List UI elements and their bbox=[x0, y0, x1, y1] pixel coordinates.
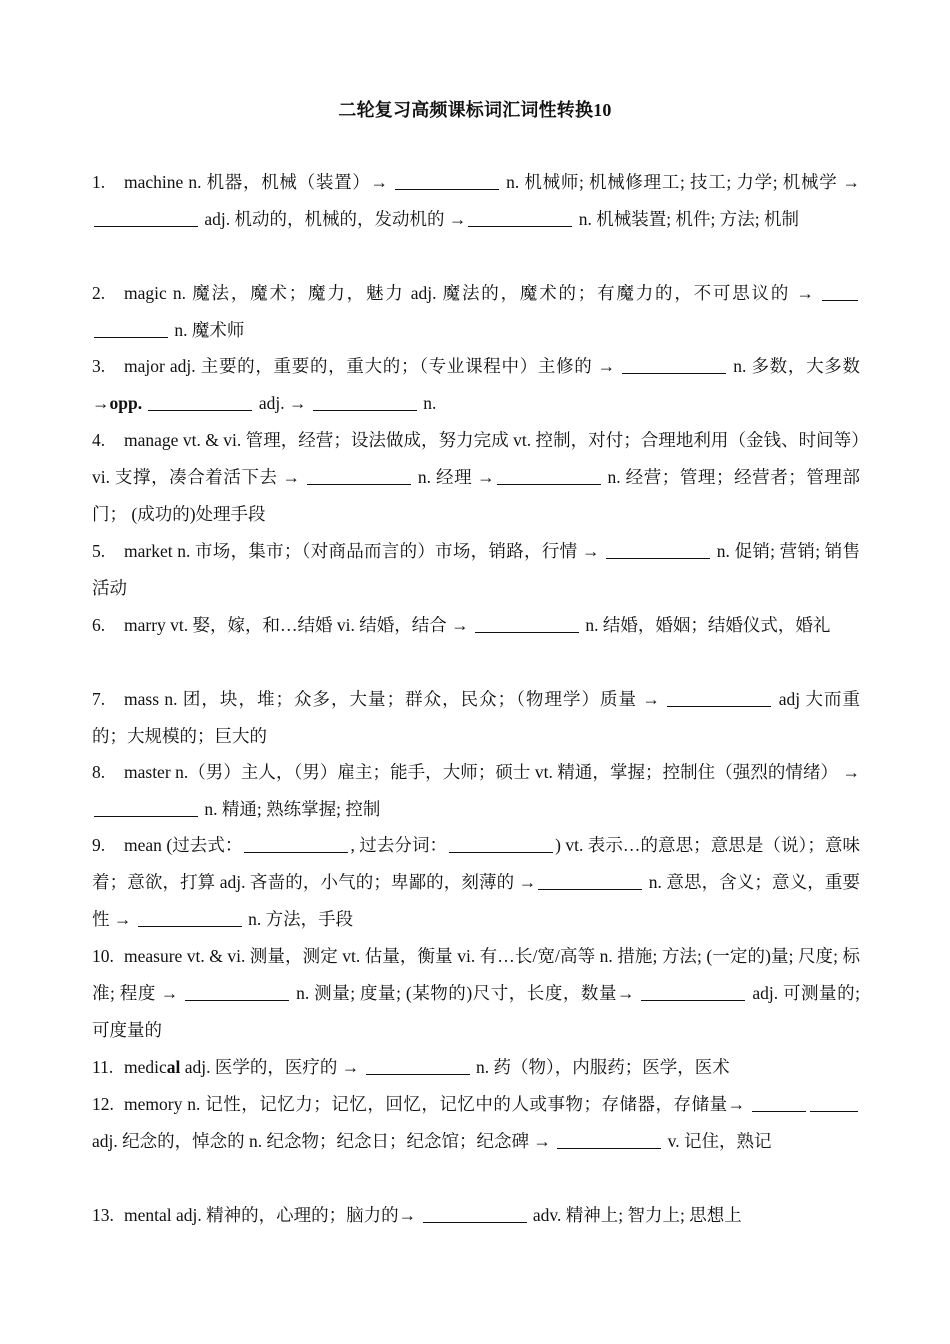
item-text: adj 大而重的；大规模的；巨大的 bbox=[92, 689, 861, 746]
item-text: ) vt. 表示…的意思；意思是（说）；意味着；意欲，打算 adj. 吝啬的，小气的；卑鄙的，刻薄的 → bbox=[92, 835, 860, 892]
item-number: 8. bbox=[92, 762, 106, 782]
answer-blank[interactable] bbox=[148, 392, 252, 411]
item-text: master n.（男）主人，（男）雇主；能手，大师；硕士 vt. 精通，掌握；控制住（强烈的情绪） → bbox=[124, 762, 860, 782]
vocab-item-7 bbox=[92, 681, 860, 755]
item-text: , 过去分词： bbox=[350, 835, 448, 855]
answer-blank[interactable] bbox=[138, 908, 242, 927]
item-number: 9. bbox=[92, 835, 106, 855]
vocab-item-3 bbox=[92, 348, 860, 422]
answer-blank[interactable] bbox=[497, 466, 601, 485]
item-text: machine n. 机器，机械（装置）→ bbox=[124, 172, 394, 192]
answer-blank[interactable] bbox=[449, 834, 553, 853]
vocab-item-4 bbox=[92, 422, 860, 533]
vocab-item-8 bbox=[92, 754, 860, 828]
answer-blank-continued[interactable] bbox=[810, 1093, 858, 1112]
item-number: 10. bbox=[92, 946, 114, 966]
item-text: mean (过去式： bbox=[124, 835, 243, 855]
answer-blank[interactable] bbox=[622, 355, 726, 374]
answer-blank[interactable] bbox=[606, 540, 710, 559]
answer-blank[interactable] bbox=[752, 1093, 806, 1112]
vocab-item-13 bbox=[92, 1197, 860, 1234]
item-number: 5. bbox=[92, 541, 106, 561]
item-number: 13. bbox=[92, 1205, 114, 1225]
vocab-item-5 bbox=[92, 533, 860, 607]
answer-blank[interactable] bbox=[94, 208, 198, 227]
answer-blank[interactable] bbox=[307, 466, 411, 485]
vocab-item-10 bbox=[92, 938, 860, 1049]
item-text: n. 测量; 度量; (某物的)尺寸，长度，数量→ bbox=[291, 983, 640, 1003]
item-text: n. 经营；管理；经营者；管理部门； (成功的)处理手段 bbox=[92, 467, 860, 524]
vocab-item-12 bbox=[92, 1086, 860, 1160]
item-text: n. 促销; 营销; 销售活动 bbox=[92, 541, 860, 598]
page-title: 二轮复习高频课标词汇词性转换10 bbox=[338, 100, 612, 120]
answer-blank[interactable] bbox=[468, 208, 572, 227]
item-number: 7. bbox=[92, 689, 106, 709]
answer-blank[interactable] bbox=[185, 982, 289, 1001]
item-text: marry vt. 娶，嫁，和…结婚 vi. 结婚，结合 → bbox=[124, 615, 474, 635]
item-text: adj. 医学的，医疗的 → bbox=[180, 1057, 364, 1077]
vocab-item-2 bbox=[92, 275, 860, 349]
answer-blank[interactable] bbox=[366, 1056, 470, 1075]
item-text: n. 机械装置; 机件; 方法; 机制 bbox=[574, 209, 799, 229]
item-text: adj. 可测量的; 可度量的 bbox=[92, 983, 860, 1040]
item-text: measure vt. & vi. 测量，测定 vt. 估量，衡量 vi. 有…长/宽/高等 n. 措施; 方法; (一定的)量; 尺度; 标准; 程度 → bbox=[92, 946, 860, 1003]
item-text: adj. 机动的，机械的，发动机的 → bbox=[200, 209, 467, 229]
item-text: mental adj. 精神的，心理的；脑力的→ bbox=[124, 1205, 421, 1225]
item-text: n. bbox=[418, 393, 437, 413]
answer-blank[interactable] bbox=[423, 1204, 527, 1223]
answer-blank[interactable] bbox=[395, 171, 499, 190]
item-word: medic bbox=[124, 1057, 167, 1077]
item-text: n. 药（物），内服药；医学，医术 bbox=[471, 1057, 730, 1077]
answer-blank[interactable] bbox=[475, 614, 579, 633]
item-number: 6. bbox=[92, 615, 106, 635]
item-number: 3. bbox=[92, 356, 106, 376]
item-number: 1. bbox=[92, 172, 106, 192]
vocab-item-6 bbox=[92, 607, 860, 644]
item-text: magic n. 魔法，魔术；魔力，魅力 adj. 魔法的，魔术的；有魔力的，不可思议的 → bbox=[124, 283, 820, 303]
answer-blank[interactable] bbox=[557, 1130, 661, 1149]
item-text: n. 多数，大多数 → bbox=[92, 356, 861, 413]
item-text: n. 机械师; 机械修理工; 技工; 力学; 机械学 → bbox=[501, 172, 860, 192]
item-word-suffix: al bbox=[166, 1057, 181, 1077]
item-number: 4. bbox=[92, 430, 106, 450]
opposite-label: opp. bbox=[109, 393, 143, 413]
item-text: n. 结婚，婚姻；结婚仪式，婚礼 bbox=[581, 615, 831, 635]
answer-blank-continued[interactable] bbox=[94, 319, 168, 338]
item-text: manage vt. & vi. 管理，经营；设法做成，努力完成 vt. 控制，对付；合理地利用（金钱、时间等）vi. 支撑，凑合着活下去 → bbox=[92, 430, 860, 487]
item-text: market n. 市场，集市；（对商品而言的）市场，销路，行情 → bbox=[124, 541, 605, 561]
item-text: v. 记住，熟记 bbox=[663, 1131, 772, 1151]
item-number: 11. bbox=[92, 1057, 114, 1077]
answer-blank[interactable] bbox=[667, 688, 771, 707]
item-text: adj. → bbox=[254, 393, 311, 413]
item-text: adv. 精神上; 智力上; 思想上 bbox=[528, 1205, 742, 1225]
item-text: major adj. 主要的，重要的，重大的；（专业课程中）主修的 → bbox=[124, 356, 621, 376]
vocab-item-1 bbox=[92, 164, 860, 238]
answer-blank[interactable] bbox=[313, 392, 417, 411]
item-number: 2. bbox=[92, 283, 106, 303]
vocab-item-11 bbox=[92, 1049, 860, 1086]
item-text: n. 魔术师 bbox=[170, 320, 245, 340]
item-text: n. 经理 → bbox=[412, 467, 495, 487]
answer-blank[interactable] bbox=[822, 282, 858, 301]
item-text: n. 精通; 熟练掌握; 控制 bbox=[200, 799, 381, 819]
item-text: n. 意思，含义；意义，重要性 → bbox=[92, 872, 860, 929]
answer-blank[interactable] bbox=[94, 798, 198, 817]
item-text: memory n. 记性，记忆力；记忆，回忆，记忆中的人或事物；存储器，存储量→ bbox=[124, 1094, 750, 1114]
answer-blank[interactable] bbox=[641, 982, 745, 1001]
item-number: 12. bbox=[92, 1094, 114, 1114]
item-text: adj. 纪念的，悼念的 n. 纪念物；纪念日；纪念馆；纪念碑 → bbox=[92, 1131, 556, 1151]
answer-blank[interactable] bbox=[538, 871, 642, 890]
vocab-item-9 bbox=[92, 827, 860, 938]
item-text: n. 方法，手段 bbox=[243, 909, 354, 929]
item-text: mass n. 团，块，堆；众多，大量；群众，民众；（物理学）质量 → bbox=[124, 689, 666, 709]
answer-blank[interactable] bbox=[244, 834, 348, 853]
